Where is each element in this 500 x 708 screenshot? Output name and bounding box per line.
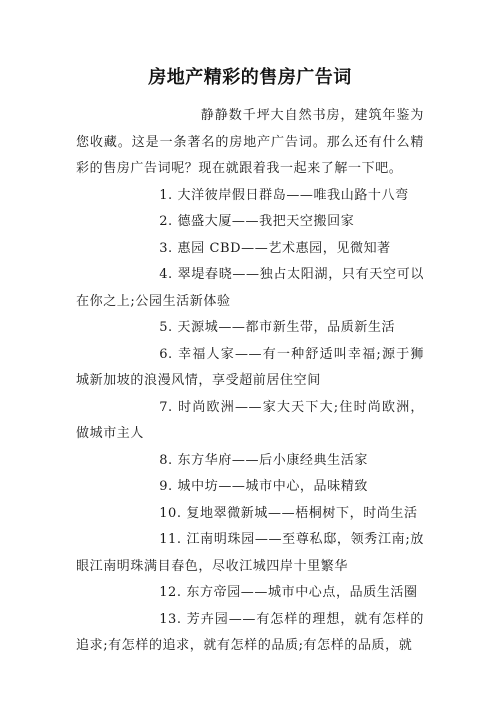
list-item: 4. 翠堤春晓——独占太阳湖，只有天空可以在你之上;公园生活新体验 (76, 267, 424, 309)
article-body (76, 103, 424, 660)
page-title: 房地产精彩的售房广告词 (148, 67, 352, 88)
list-item: 13. 芳卉园——有怎样的理想，就有怎样的追求;有怎样的追求，就有怎样的品质;有怎样的品质，就 (76, 611, 424, 653)
list-item: 8. 东方华府——后小康经典生活家 (159, 452, 368, 468)
list-item: 6. 幸福人家——有一种舒适叫幸福;源于狮城新加坡的浪漫风情，享受超前居住空间 (76, 346, 424, 388)
list-item: 11. 江南明珠园——至尊私邸，领秀江南;放眼江南明珠满目春色，尽收江城四岸十里繁华 (76, 532, 424, 574)
intro-paragraph: 静静数千坪大自然书房，建筑年鉴为您收藏。这是一条著名的房地产广告词。那么还有什么精彩的售房广告词呢？现在就跟着我一起来了解一下吧。 (76, 108, 424, 176)
list-item: 2. 德盛大厦——我把天空搬回家 (159, 214, 355, 229)
list-item: 9. 城中坊——城市中心，品味精致 (159, 479, 368, 494)
list-item: 10. 复地翠微新城——梧桐树下，时尚生活 (159, 505, 418, 521)
list-item: 12. 东方帝园——城市中心点，品质生活圈 (159, 585, 418, 600)
list-item: 5. 天源城——都市新生带，品质新生活 (159, 320, 396, 335)
list-item: 1. 大洋彼岸假日群岛——唯我山路十八弯 (159, 187, 409, 203)
list-item: 7. 时尚欧洲——家大天下大;住时尚欧洲，做城市主人 (76, 399, 424, 441)
list-item: 3. 惠园 CBD——艺术惠园，见微知著 (159, 240, 391, 256)
